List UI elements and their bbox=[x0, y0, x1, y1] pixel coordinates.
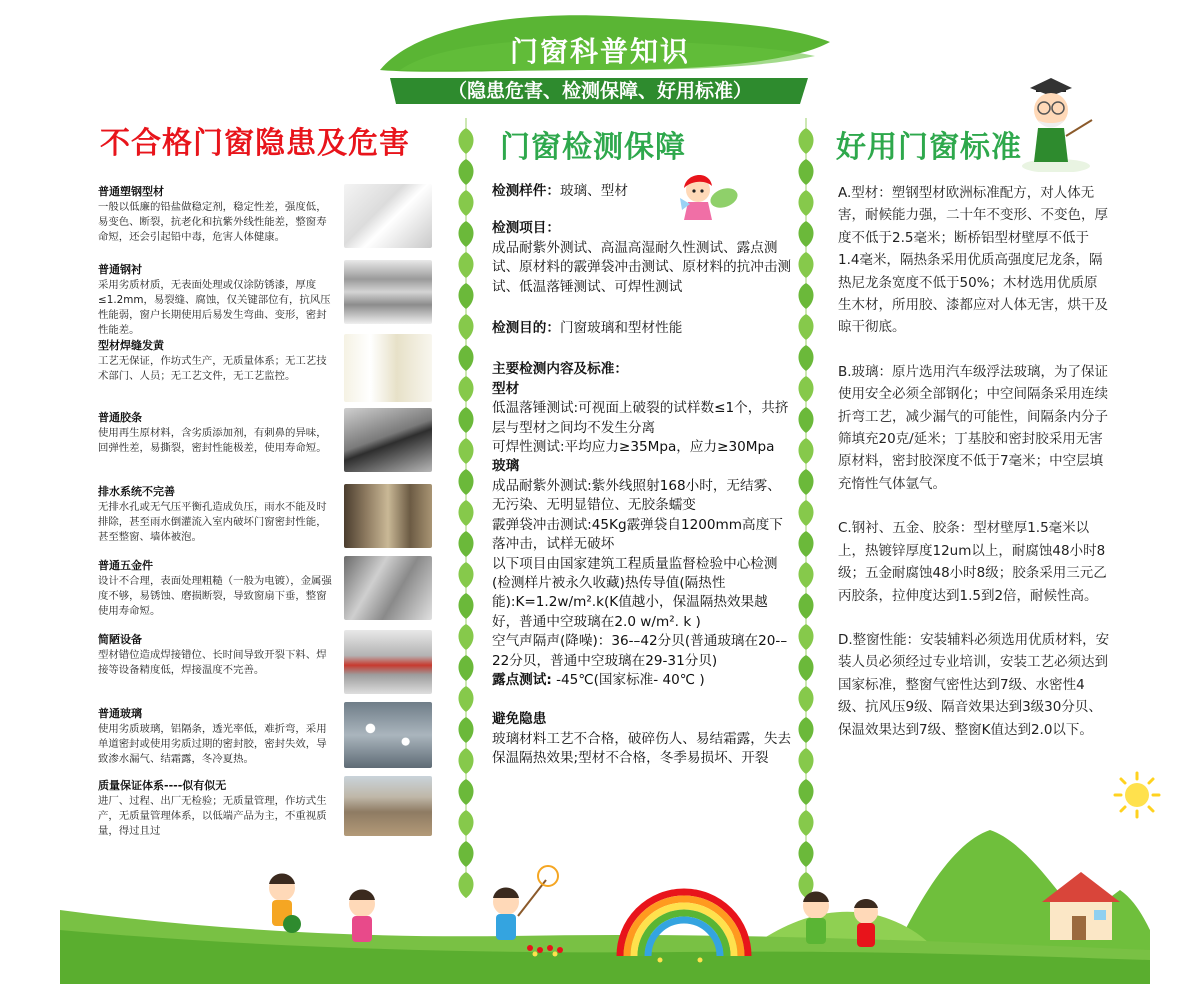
hazard-text: 一般以低廉的铅盐做稳定剂，稳定性差，强度低，易变色、断裂，抗老化和抗紫外线性能差，整窗寿命短，还会引起铅中毒，危害人体健康。 bbox=[98, 201, 327, 243]
hazard-item bbox=[98, 558, 336, 619]
leaf-icon bbox=[798, 717, 813, 743]
dew-label: 露点测试: bbox=[492, 671, 552, 688]
profile-test-1: 低温落锤测试:可视面上破裂的试样数≤1个，共挤层与型材之间均不发生分离 bbox=[492, 400, 789, 436]
standard-paragraph-c: C.钢衬、五金、胶条：型材壁厚1.5毫米以上，热镀锌厚度12um以上，耐腐蚀48小时8级；五金耐腐蚀48小时8级；胶条采用三元乙丙胶条，拉伸度达到1.5到2倍，耐候性高。 bbox=[838, 520, 1107, 604]
leaf-icon bbox=[458, 221, 473, 247]
leaf-divider-right bbox=[795, 118, 817, 898]
equipment-photo bbox=[344, 630, 432, 694]
leaf-divider-left bbox=[455, 118, 477, 898]
glass-test-1: 成品耐紫外测试:紫外线照射168小时，无结雾、无污染、无明显错位、无胶条蠕变 bbox=[492, 477, 781, 514]
hazard-item bbox=[98, 632, 336, 678]
steel-liner-photo bbox=[344, 260, 432, 324]
hazard-title: 质量保证体系----似有似无 bbox=[98, 779, 227, 792]
glass-test-4: 空气声隔声(降噪)：36-–42分贝(普通玻璃在20-–22分贝，普通中空玻璃在29-31分贝) bbox=[492, 633, 788, 669]
rubber-strip-photo bbox=[344, 408, 432, 472]
leaf-icon bbox=[798, 500, 813, 526]
leaf-icon bbox=[798, 686, 813, 712]
leaf-icon bbox=[458, 345, 473, 371]
leaf-icon bbox=[458, 531, 473, 557]
sun-icon bbox=[1112, 770, 1162, 820]
leaf-icon bbox=[458, 655, 473, 681]
avoid-label: 避免隐患 bbox=[492, 711, 547, 728]
glass-label: 玻璃 bbox=[492, 458, 520, 475]
profile-test-2: 可焊性测试:平均应力≥35Mpa，应力≥30Mpa bbox=[492, 439, 775, 456]
leaf-icon bbox=[798, 128, 813, 154]
leaf-icon bbox=[798, 252, 813, 278]
leaf-icon bbox=[458, 469, 473, 495]
hazard-item bbox=[98, 338, 336, 384]
hazard-text: 型材错位造成焊接错位、长时间导致开裂下料、焊接等设备精度低，焊接温度不完善。 bbox=[98, 649, 327, 676]
hardware-photo bbox=[344, 556, 432, 620]
hazard-title: 普通玻璃 bbox=[98, 707, 142, 720]
hazard-text: 进厂、过程、出厂无检验；无质量管理，作坊式生产，无质量管理体系，以低端产品为主，不重视质量，得过且过 bbox=[98, 795, 327, 837]
standards-title: 好用门窗标准 bbox=[836, 130, 1022, 165]
yellowed-weld-photo bbox=[344, 334, 432, 402]
standard-paragraph-b: B.玻璃：原片选用汽车级浮法玻璃，为了保证使用安全必须全部钢化；中空间隔条采用连续折弯工艺，减少漏气的可能性，间隔条内分子筛填充20克/延米；丁基胶和密封胶采用无害原材料，密封胶深度不低于7毫米；中空层填充惰性气体氩气。 bbox=[838, 363, 1109, 492]
leaf-icon bbox=[458, 159, 473, 185]
leaf-icon bbox=[458, 376, 473, 402]
leaf-icon bbox=[458, 686, 473, 712]
sample-label: 检测样件： bbox=[492, 183, 560, 199]
testing-title: 门窗检测保障 bbox=[500, 130, 686, 165]
hazards-title: 不合格门窗隐患及危害 bbox=[100, 126, 410, 161]
upvc-profile-photo bbox=[344, 184, 432, 248]
testing-content bbox=[492, 182, 792, 769]
avoid-text: 玻璃材料工艺不合格，破碎伤人、易结霜露，失去保温隔热效果;型材不合格，冬季易损坏、开裂 bbox=[492, 730, 792, 767]
leaf-icon bbox=[798, 624, 813, 650]
leaf-icon bbox=[458, 717, 473, 743]
leaf-icon bbox=[798, 190, 813, 216]
leaf-icon bbox=[458, 314, 473, 340]
leaf-icon bbox=[798, 655, 813, 681]
hazard-text: 设计不合理，表面处理粗糙（一般为电镀），金属强度不够，易锈蚀、磨损断裂，导致窗扇下垂，整窗使用寿命短。 bbox=[98, 575, 332, 617]
banner-title: 门窗科普知识 bbox=[509, 35, 690, 68]
leaf-icon bbox=[798, 221, 813, 247]
hazard-item bbox=[98, 484, 336, 545]
hazard-title: 型材焊缝发黄 bbox=[98, 339, 164, 352]
leaf-icon bbox=[798, 562, 813, 588]
leaf-icon bbox=[798, 438, 813, 464]
leaf-icon bbox=[458, 438, 473, 464]
items-label: 检测项目： bbox=[492, 220, 560, 237]
hazard-text: 无排水孔或无气压平衡孔造成负压，雨水不能及时排除，甚至雨水倒灌流入室内破坏门窗密封性能，甚至整窗、墙体被泡。 bbox=[98, 501, 327, 543]
header-banner bbox=[360, 12, 840, 100]
leaf-icon bbox=[458, 407, 473, 433]
hazard-title: 普通五金件 bbox=[98, 559, 153, 572]
profile-label: 型材 bbox=[492, 380, 520, 397]
bottom-landscape-illustration bbox=[60, 820, 1150, 984]
leaf-icon bbox=[458, 500, 473, 526]
hazard-text: 使用再生原材料，含劣质添加剂，有刺鼻的异味，回弹性差，易撕裂，密封性能极差，使用寿命短。 bbox=[98, 427, 327, 454]
hazard-title: 普通钢衬 bbox=[98, 263, 142, 276]
sample-value: 玻璃、型材 bbox=[559, 183, 628, 199]
hazard-item bbox=[98, 262, 336, 338]
hazard-text: 工艺无保证，作坊式生产，无质量体系；无工艺技术部门、人员；无工艺文件，无工艺监控。 bbox=[98, 355, 327, 382]
leaf-icon bbox=[798, 407, 813, 433]
leaf-icon bbox=[798, 531, 813, 557]
hazard-item bbox=[98, 410, 336, 456]
dew-value: -45℃(国家标准- 40℃ ) bbox=[551, 671, 705, 688]
standards-content bbox=[838, 182, 1110, 763]
leaf-icon bbox=[798, 314, 813, 340]
leaf-icon bbox=[458, 562, 473, 588]
drainage-photo bbox=[344, 484, 432, 548]
glass-test-2: 霰弹袋冲击测试:45Kg霰弹袋自1200mm高度下落冲击，试样无破坏 bbox=[492, 516, 783, 553]
leaf-icon bbox=[798, 345, 813, 371]
leaf-icon bbox=[458, 593, 473, 619]
hazard-title: 排水系统不完善 bbox=[98, 485, 175, 498]
leaf-icon bbox=[458, 624, 473, 650]
purpose-value: 门窗玻璃和型材性能 bbox=[559, 320, 683, 337]
professor-cartoon-icon bbox=[1020, 76, 1100, 172]
glass-test-3: 以下项目由国家建筑工程质量监督检验中心检测(检测样片被永久收藏)热传导值(隔热性能):K=1.2w/m².k(K值越小，保温隔热效果越好，普通中空玻璃在2.0 w/m². k ) bbox=[492, 555, 778, 630]
hazard-text: 使用劣质玻璃，铝隔条，透光率低，难折弯，采用单道密封或使用劣质过期的密封胶，密封失效，导致渗水漏气、结霜露，冬冷夏热。 bbox=[98, 723, 327, 765]
banner-subtitle: （隐患危害、检测保障、好用标准） bbox=[447, 80, 752, 102]
leaf-icon bbox=[798, 593, 813, 619]
leaf-icon bbox=[798, 748, 813, 774]
hazard-item bbox=[98, 706, 336, 767]
leaf-icon bbox=[798, 283, 813, 309]
hazard-item bbox=[98, 184, 336, 245]
hazard-title: 简陋设备 bbox=[98, 633, 142, 646]
hazard-text: 采用劣质材质，无表面处理或仅涂防锈漆，厚度≤1.2mm，易裂缝、腐蚀，仅关键部位有，抗风压性能弱，窗户长期使用后易发生弯曲、变形，密封性能差。 bbox=[98, 279, 331, 336]
leaf-icon bbox=[458, 283, 473, 309]
purpose-label: 检测目的： bbox=[492, 320, 560, 337]
leaf-icon bbox=[798, 779, 813, 805]
leaf-icon bbox=[798, 159, 813, 185]
leaf-icon bbox=[458, 748, 473, 774]
hazard-title: 普通胶条 bbox=[98, 411, 142, 424]
leaf-icon bbox=[798, 376, 813, 402]
leaf-icon bbox=[458, 128, 473, 154]
leaf-icon bbox=[458, 779, 473, 805]
standard-paragraph-d: D.整窗性能：安装辅料必须选用优质材料，安装人员必须经过专业培训，安装工艺必须达到国家标准，整窗气密性达到7级、水密性4级、抗风压9级、隔音效果达到3级30分贝、保温效果达到7级、整窗K值达到2.0以下。 bbox=[838, 631, 1110, 738]
leaf-icon bbox=[458, 190, 473, 216]
condensation-glass-photo bbox=[344, 702, 432, 768]
hazard-title: 普通塑钢型材 bbox=[98, 185, 164, 198]
standard-paragraph-a: A.型材：塑钢型材欧洲标准配方，对人体无害，耐候能力强，二十年不变形、不变色，厚度不低于2.5毫米；断桥铝型材壁厚不低于1.4毫米，隔热条采用优质高强度尼龙条，隔热尼龙条宽度不低于50%；木材选用优质原生木材，所用胶、漆都应对人体无害，烘干及晾干彻底。 bbox=[838, 185, 1108, 336]
items-text: 成品耐紫外测试、高温高湿耐久性测试、露点测试、原材料的霰弹袋冲击测试、原材料的抗冲击测试、低温落锤测试、可焊性测试 bbox=[492, 239, 792, 295]
leaf-icon bbox=[458, 252, 473, 278]
main-standards-label: 主要检测内容及标准： bbox=[492, 361, 628, 378]
leaf-icon bbox=[798, 469, 813, 495]
